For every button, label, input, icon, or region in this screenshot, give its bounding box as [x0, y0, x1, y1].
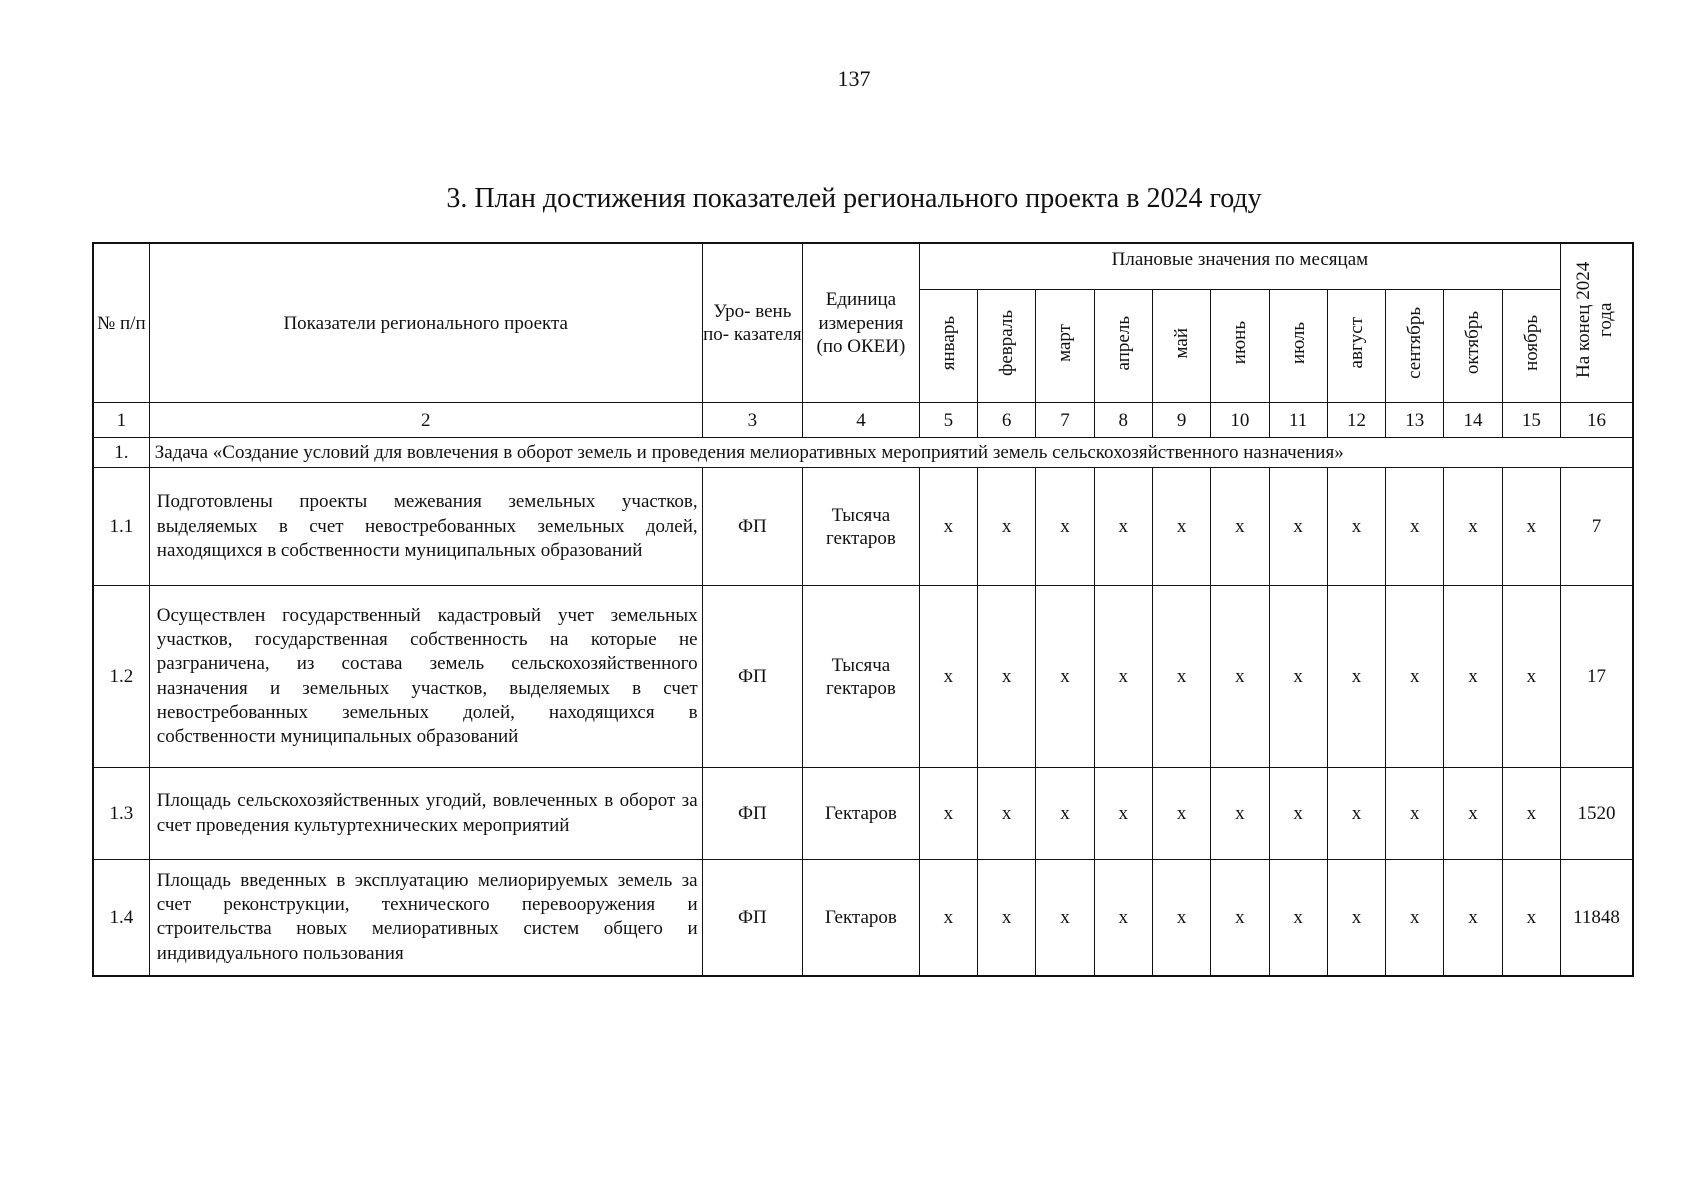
month-header-label: ноябрь [1520, 315, 1542, 371]
page-number: 137 [837, 66, 871, 91]
row-month-value: x [1386, 768, 1444, 860]
column-number: 1 [93, 403, 149, 438]
header-indicators: Показатели регионального проекта [149, 243, 702, 403]
row-indicator: Осуществлен государственный кадастровый учет земельных участков, государственная собственность на которые не разграничена, из состава земель сельскохозяйственного назначения и земельных участков, выделяемых в счет невостребованных земельных долей, находящихся в собственности муниципальных образований [149, 586, 702, 768]
row-month-value: x [1152, 468, 1210, 586]
row-month-value: x [1386, 860, 1444, 976]
row-unit: Гектаров [803, 860, 920, 976]
column-number: 15 [1502, 403, 1560, 438]
row-month-value: x [1444, 586, 1502, 768]
column-number: 8 [1094, 403, 1152, 438]
row-month-value: x [1444, 468, 1502, 586]
row-month-value: x [1211, 768, 1269, 860]
header-monthly: Плановые значения по месяцам [919, 243, 1560, 289]
table-row [93, 860, 1633, 976]
month-header-cell [1444, 289, 1502, 402]
month-header-cell [1152, 289, 1210, 402]
row-month-value: x [1036, 586, 1094, 768]
row-year-end: 11848 [1561, 860, 1633, 976]
row-month-value: x [1152, 768, 1210, 860]
month-header-label: июль [1287, 321, 1309, 365]
month-header-label: январь [937, 315, 959, 371]
row-num: 1.2 [93, 586, 149, 768]
task-row [93, 438, 1633, 468]
column-number: 7 [1036, 403, 1094, 438]
header-level: Уро- вень по- казателя [702, 243, 803, 403]
column-number: 4 [803, 403, 920, 438]
row-month-value: x [1152, 586, 1210, 768]
row-month-value: x [1036, 860, 1094, 976]
month-header-cell [919, 289, 977, 402]
column-number: 2 [149, 403, 702, 438]
row-month-value: x [1269, 468, 1327, 586]
row-level: ФП [702, 468, 803, 586]
row-month-value: x [978, 768, 1036, 860]
row-month-value: x [1502, 468, 1560, 586]
row-month-value: x [1386, 586, 1444, 768]
table-row [93, 586, 1633, 768]
month-header-label: август [1345, 317, 1367, 369]
month-header-label: октябрь [1462, 311, 1484, 375]
table-row [93, 468, 1633, 586]
row-month-value: x [1502, 860, 1560, 976]
month-header-cell [1327, 289, 1385, 402]
table-body [93, 403, 1633, 976]
row-month-value: x [1327, 768, 1385, 860]
row-unit: Гектаров [803, 768, 920, 860]
row-month-value: x [1386, 468, 1444, 586]
row-indicator: Площадь сельскохозяйственных угодий, вовлеченных в оборот за счет проведения культуртехнических мероприятий [149, 768, 702, 860]
row-month-value: x [1094, 468, 1152, 586]
month-header-label: июнь [1229, 321, 1251, 365]
month-header-cell [978, 289, 1036, 402]
month-header-label: май [1170, 327, 1192, 359]
row-month-value: x [1502, 586, 1560, 768]
row-month-value: x [919, 468, 977, 586]
row-level: ФП [702, 586, 803, 768]
month-header-label: апрель [1112, 315, 1134, 371]
column-number: 10 [1211, 403, 1269, 438]
column-number: 16 [1561, 403, 1633, 438]
row-month-value: x [1152, 860, 1210, 976]
month-header-cell [1502, 289, 1560, 402]
row-num: 1.3 [93, 768, 149, 860]
row-unit: Тысяча гектаров [803, 468, 920, 586]
row-num: 1.4 [93, 860, 149, 976]
row-level: ФП [702, 860, 803, 976]
row-month-value: x [1269, 860, 1327, 976]
row-year-end: 7 [1561, 468, 1633, 586]
row-month-value: x [978, 468, 1036, 586]
column-number: 5 [919, 403, 977, 438]
header-year-end: На конец 2024 года [1572, 261, 1616, 379]
row-month-value: x [1327, 586, 1385, 768]
column-number: 11 [1269, 403, 1327, 438]
task-text: Задача «Создание условий для вовлечения в оборот земель и проведения мелиоративных мероприятий земель сельскохозяйственного назначения» [149, 438, 1633, 468]
row-month-value: x [1094, 860, 1152, 976]
column-number: 13 [1386, 403, 1444, 438]
row-month-value: x [919, 768, 977, 860]
row-level: ФП [702, 768, 803, 860]
task-num: 1. [93, 438, 149, 468]
row-indicator: Подготовлены проекты межевания земельных участков, выделяемых в счет невостребованных земельных долей, находящихся в собственности муниципальных образований [149, 468, 702, 586]
month-header-cell [1211, 289, 1269, 402]
row-month-value: x [919, 586, 977, 768]
row-year-end: 17 [1561, 586, 1633, 768]
month-header-cell [1036, 289, 1094, 402]
row-month-value: x [1094, 768, 1152, 860]
indicators-table-wrapper [92, 242, 1634, 977]
header-year-end-cell [1561, 243, 1633, 403]
row-month-value: x [1036, 768, 1094, 860]
table-row [93, 768, 1633, 860]
row-month-value: x [1269, 586, 1327, 768]
column-number: 9 [1152, 403, 1210, 438]
column-number: 12 [1327, 403, 1385, 438]
month-header-cell [1269, 289, 1327, 402]
column-numbers-row [93, 403, 1633, 438]
indicators-plan-table [92, 242, 1634, 977]
row-month-value: x [1444, 860, 1502, 976]
row-month-value: x [1327, 860, 1385, 976]
month-header-label: сентябрь [1404, 307, 1426, 379]
row-month-value: x [1094, 586, 1152, 768]
row-month-value: x [1269, 768, 1327, 860]
row-month-value: x [1327, 468, 1385, 586]
row-month-value: x [1211, 860, 1269, 976]
row-unit: Тысяча гектаров [803, 586, 920, 768]
header-num: № п/п [93, 243, 149, 403]
row-year-end: 1520 [1561, 768, 1633, 860]
column-number: 14 [1444, 403, 1502, 438]
page-title: 3. План достижения показателей регионального проекта в 2024 году [446, 183, 1262, 214]
month-header-label: февраль [996, 310, 1018, 376]
row-indicator: Площадь введенных в эксплуатацию мелиорируемых земель за счет реконструкции, технического перевооружения и строительства новых мелиоративных систем общего и индивидуального пользования [149, 860, 702, 976]
row-month-value: x [919, 860, 977, 976]
row-month-value: x [1211, 468, 1269, 586]
header-unit: Единица измерения (по ОКЕИ) [803, 243, 920, 403]
row-month-value: x [1502, 768, 1560, 860]
row-num: 1.1 [93, 468, 149, 586]
row-month-value: x [1444, 768, 1502, 860]
row-month-value: x [1036, 468, 1094, 586]
row-month-value: x [978, 586, 1036, 768]
column-number: 3 [702, 403, 803, 438]
month-header-label: март [1054, 324, 1076, 362]
row-month-value: x [978, 860, 1036, 976]
month-header-cell [1386, 289, 1444, 402]
month-header-cell [1094, 289, 1152, 402]
row-month-value: x [1211, 586, 1269, 768]
column-number: 6 [978, 403, 1036, 438]
